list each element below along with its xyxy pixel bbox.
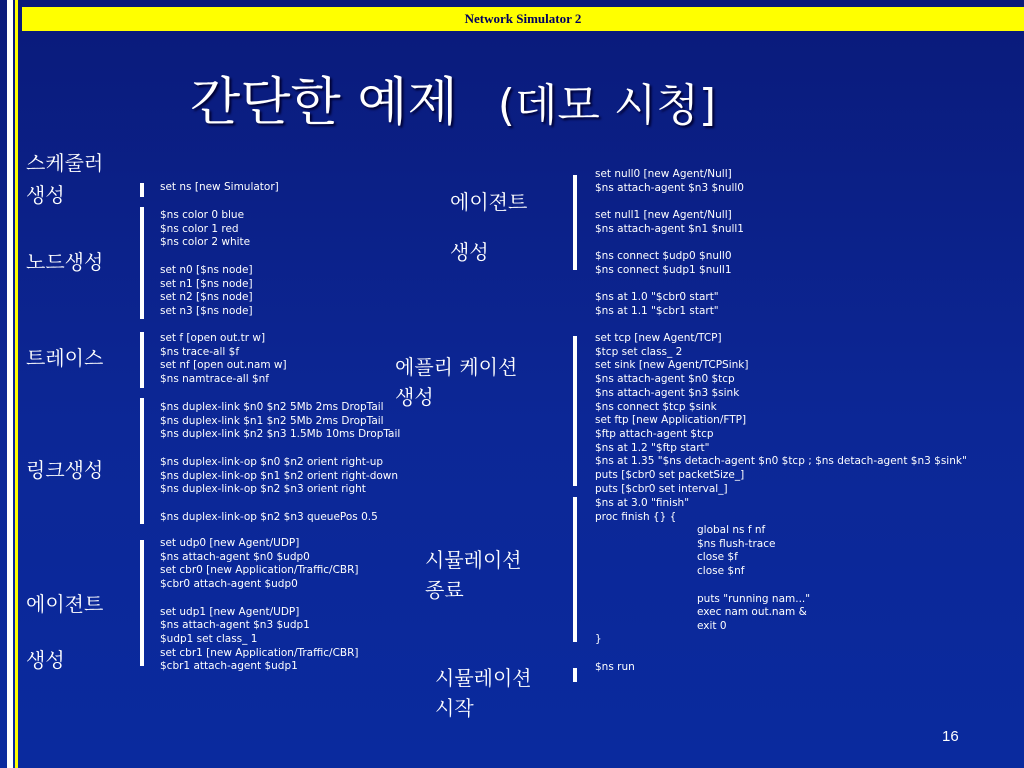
left-white-stripe (7, 0, 13, 768)
page-number: 16 (942, 728, 959, 745)
title-subtitle: (데모 시청] (497, 80, 717, 131)
bracket-agent-right (573, 175, 577, 270)
code-colors-nodes: $ns color 0 blue $ns color 1 red $ns color 2 white set n0 [$ns node] set n1 [$ns node] set n2 [$ns node] set n3 [$ns node] (160, 209, 253, 317)
code-finish-close: } (595, 633, 602, 645)
slide-title (190, 60, 716, 135)
bracket-agent-left (140, 540, 144, 666)
label-agent-left: 에이젼트 생성 (26, 592, 104, 672)
bracket-trace (140, 332, 144, 388)
bracket-sim-start (573, 668, 577, 682)
bracket-sim-end (573, 497, 577, 642)
code-application: set tcp [new Agent/TCP] $tcp set class_ 2 set sink [new Agent/TCPSink] $ns attach-agent $n0 $tcp $ns attach-agent $n3 $sink $ns connect $tcp $sink set ftp [new Application/FTP] $ftp attach-agent $tcp $ns at 1.2 "$ftp start" $ns at 1.35 "$ns detach-agent $n0 $tcp ; $ns detach-agent $n3 $sink" puts [$cbr0 set packetSize_] puts [$cbr0 set interval_] (595, 332, 967, 495)
label-sim-end: 시뮬레이션 종료 (425, 548, 522, 602)
code-run: $ns run (595, 661, 635, 673)
label-link: 링크생성 (26, 458, 104, 482)
label-agent-mid: 에이젼트 생성 (450, 190, 528, 264)
code-finish-head: $ns at 3.0 "finish" proc finish {} { (595, 497, 690, 523)
bracket-link (140, 398, 144, 524)
bracket-scheduler (140, 183, 144, 197)
bracket-nodes (140, 207, 144, 319)
label-trace: 트레이스 (26, 346, 104, 370)
code-trace: set f [open out.tr w] $ns trace-all $f set nf [open out.nam w] $ns namtrace-all $nf (160, 332, 287, 386)
code-agent-left: set udp0 [new Agent/UDP] $ns attach-agent $n0 $udp0 set cbr0 [new Application/Traffic/CBR] $cbr0 attach-agent $udp0 set udp1 [new Agent/UDP] $ns attach-agent $n3 $udp1 $udp1 set class_ 1 set cbr1 [new Application/Traffic/CBR] $cbr1 attach-agent $udp1 (160, 537, 359, 673)
code-link: $ns duplex-link $n0 $n2 5Mb 2ms DropTail $ns duplex-link $n1 $n2 5Mb 2ms DropTail $ns duplex-link $n2 $n3 1.5Mb 10ms DropTail $ns duplex-link-op $n0 $n2 orient right-up $ns duplex-link-op $n1 $n2 orient right-down $ns duplex-link-op $n2 $n3 orient right $ns duplex-link-op $n2 $n3 queuePos 0.5 (160, 401, 401, 523)
code-finish-body: global ns f nf $ns flush-trace close $f close $nf puts "running nam..." exec nam out.nam & exit 0 (697, 524, 811, 632)
bracket-application (573, 336, 577, 486)
header-bar (22, 7, 1024, 31)
label-scheduler: 스케줄러 생성 (26, 151, 104, 207)
code-scheduler: set ns [new Simulator] (160, 181, 279, 193)
label-sim-start: 시뮬레이션 시작 (435, 666, 532, 720)
label-application: 에플리 케이션 생성 (395, 355, 518, 409)
left-yellow-stripe (15, 0, 18, 768)
header-title: Network Simulator 2 (464, 11, 582, 26)
title-main: 간단한 예제 (190, 73, 458, 133)
label-node: 노드생성 (26, 250, 104, 274)
code-agent-right: set null0 [new Agent/Null] $ns attach-agent $n3 $null0 set null1 [new Agent/Null] $ns attach-agent $n1 $null1 $ns connect $udp0 $null0 $ns connect $udp1 $null1 $ns at 1.0 "$cbr0 start" $ns at 1.1 "$cbr1 start" (595, 168, 744, 318)
